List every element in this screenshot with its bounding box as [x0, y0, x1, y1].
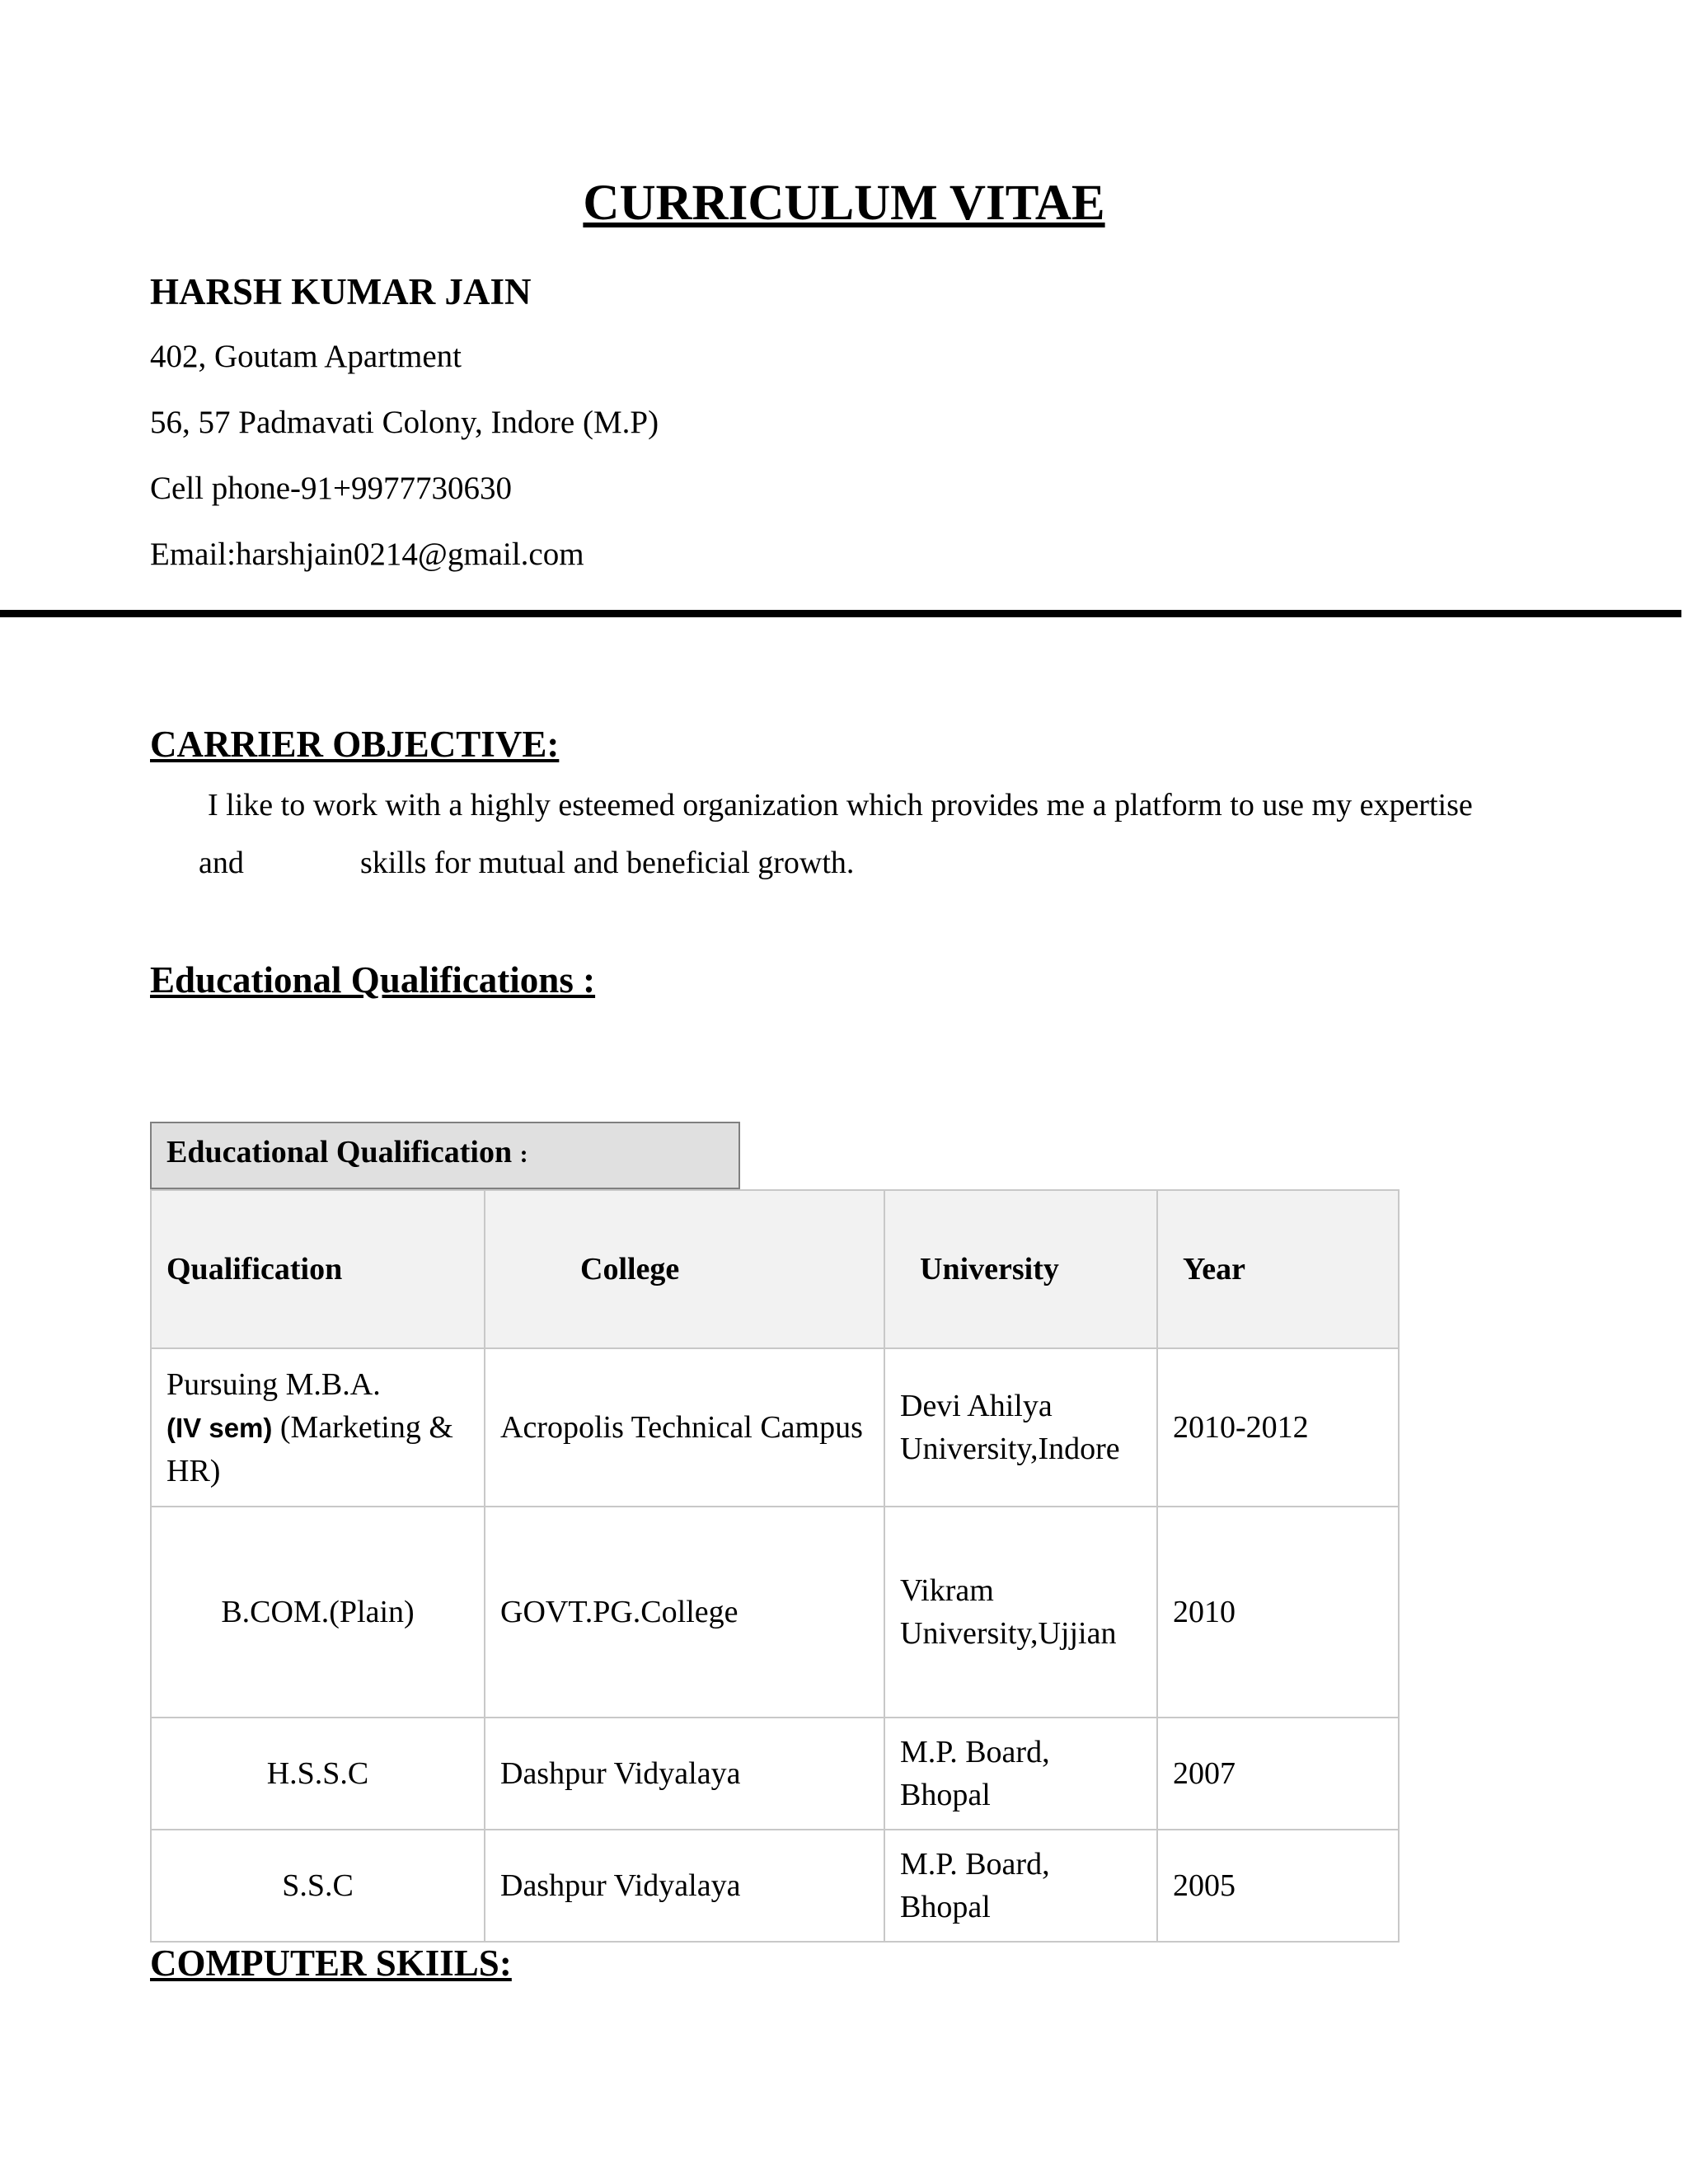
cell-qualification: S.S.C [151, 1830, 485, 1942]
document-title: CURRICULUM VITAE [583, 176, 1105, 231]
header-qualification: Qualification [151, 1190, 485, 1348]
education-heading: Educational Qualifications : [150, 959, 596, 1001]
skills-heading: COMPUTER SKIILS: [150, 1943, 512, 1984]
education-table-caption [150, 1122, 740, 1189]
email-address: Email:harshjain0214@gmail.com [150, 537, 584, 572]
cell-college: Dashpur Vidyalaya [485, 1830, 884, 1942]
header-year: Year [1157, 1190, 1399, 1348]
table-row [151, 1830, 1399, 1942]
table-header-row [151, 1190, 1399, 1348]
objective-line-1: I like to work with a highly esteemed organization which provides me a platform to use my expertise [208, 788, 1473, 823]
cell-university: Devi Ahilya University,Indore [884, 1348, 1157, 1507]
caption-colon: : [519, 1141, 528, 1168]
cell-university: M.P. Board, Bhopal [884, 1830, 1157, 1942]
cell-university: M.P. Board, Bhopal [884, 1718, 1157, 1830]
cell-qualification: B.COM.(Plain) [151, 1507, 485, 1718]
cell-year: 2007 [1157, 1718, 1399, 1830]
header-divider [0, 610, 1681, 617]
qualification-specialization: (Marketing & HR) [166, 1409, 453, 1488]
cell-qualification [151, 1348, 485, 1507]
qualification-main: Pursuing M.B.A. [166, 1366, 381, 1402]
address-line-1: 402, Goutam Apartment [150, 339, 462, 374]
objective-line-2b: skills for mutual and beneficial growth. [360, 846, 855, 880]
candidate-name: HARSH KUMAR JAIN [150, 271, 532, 312]
cell-year: 2010 [1157, 1507, 1399, 1718]
table-row [151, 1507, 1399, 1718]
cell-qualification: H.S.S.C [151, 1718, 485, 1830]
table-row [151, 1348, 1399, 1507]
caption-text: Educational Qualification [166, 1135, 513, 1169]
phone-number: Cell phone-91+9977730630 [150, 471, 513, 506]
address-line-2: 56, 57 Padmavati Colony, Indore (M.P) [150, 405, 659, 440]
cell-college: Dashpur Vidyalaya [485, 1718, 884, 1830]
qualification-semester: (IV sem) [166, 1412, 273, 1443]
table-row [151, 1718, 1399, 1830]
cell-college: GOVT.PG.College [485, 1507, 884, 1718]
objective-heading: CARRIER OBJECTIVE: [150, 724, 560, 765]
header-college: College [485, 1190, 884, 1348]
header-university: University [884, 1190, 1157, 1348]
cell-college: Acropolis Technical Campus [485, 1348, 884, 1507]
cell-year: 2010-2012 [1157, 1348, 1399, 1507]
education-table [150, 1189, 1400, 1943]
cell-university: Vikram University,Ujjian [884, 1507, 1157, 1718]
cell-year: 2005 [1157, 1830, 1399, 1942]
objective-line-2a: and [199, 846, 244, 880]
